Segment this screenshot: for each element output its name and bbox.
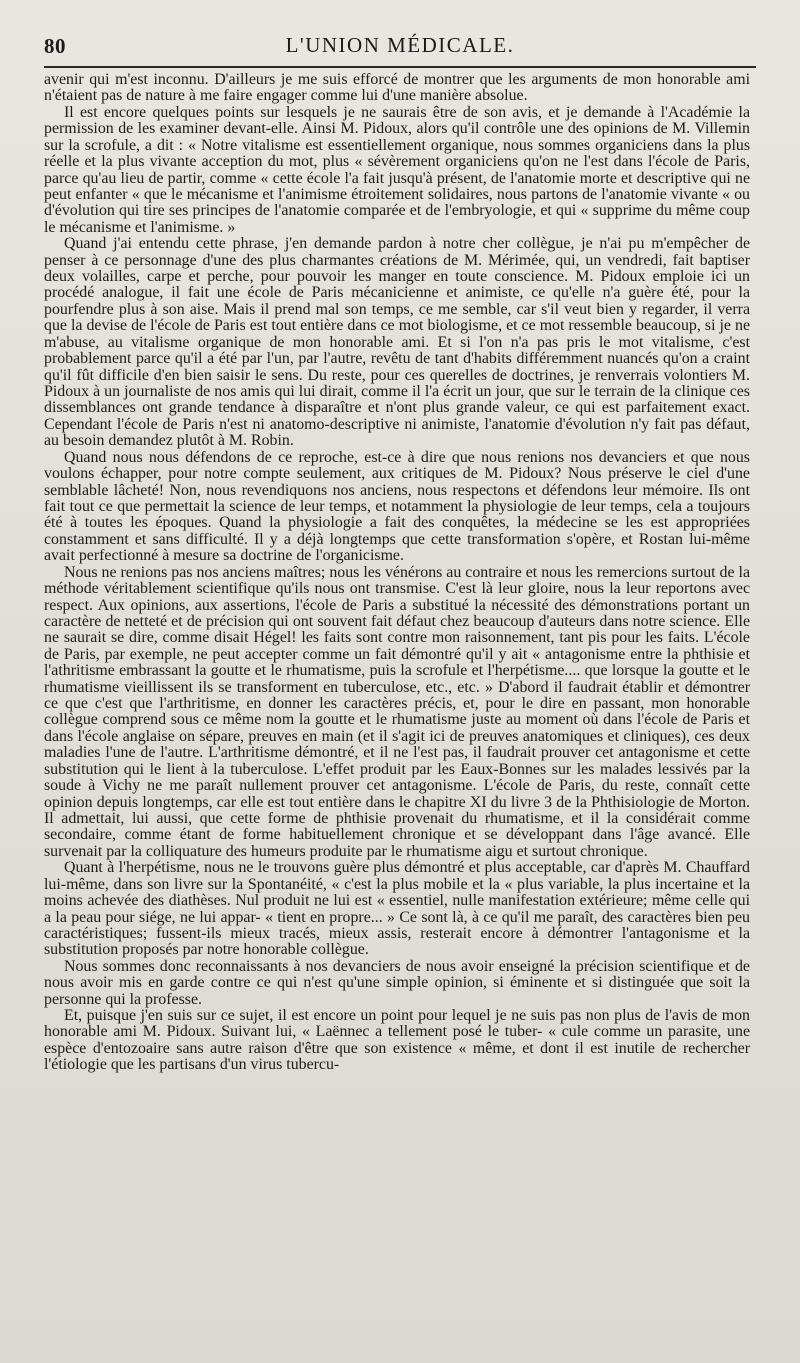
paragraph: Quand nous nous défendons de ce reproche, est-ce à dire que nous renions nos devanciers et que nous voulons échapper, pour notre compte seulement, aux critiques de M. Pidoux? Nous préserve le ciel d'une semblable lâcheté! Non, nous revendiquons nos anciens, nous respectons et défendons leur mémoire. Ils ont fait tout ce que permettait la science de leur temps, et notamment la physiologie de leur temps, cela a toujours été à toutes les époques. Quand la physiologie a fait des conquêtes, la médecine se les est appropriées constamment et sans difficulté. Il y a déjà longtemps que cette transformation s'opère, et Rostan lui-même avait perfectionné à mesure sa doctrine de l'organicisme. <box>44 448 750 565</box>
paragraph: Il est encore quelques points sur lesquels je ne saurais être de son avis, et je demande à l'Académie la permission de les examiner devant-elle. Ainsi M. Pidoux, alors qu'il contrôle une des opinions de M. Villemin sur la scrofule, a dit : « Notre vitalisme est essentiellement organique, nous sommes organiciens dans la plus réelle et la plus vivante acception du mot, plus « sévèrement organiciens qu'on ne l'est dans l'école de Paris, parce qu'au lieu de partir, comme « cette école l'a fait jusqu'à présent, de l'anatomie morte et descriptive qui ne peut enfanter « que le mécanisme et l'animisme étroitement solidaires, nous partons de l'anatomie vivante « ou d'évolution qui tire ses principes de l'anatomie comparée et de l'embryologie, et qui « supprime du même coup le mécanisme et l'animisme. » <box>44 103 750 236</box>
paragraph: Quand j'ai entendu cette phrase, j'en demande pardon à notre cher collègue, je n'ai pu m'empêcher de penser à ce personnage d'une des plus charmantes créations de M. Mérimée, qui, un vendredi, fait baptiser deux volailles, carpe et perche, pour pouvoir les manger en toute conscience. M. Pidoux emploie ici un procédé analogue, il fait une école de Paris mécanicienne et animiste, ce qu'elle n'a guère été, pour la pourfendre plus à son aise. Mais il prend mal son temps, ce me semble, car s'il veut bien y regarder, il verra que la devise de l'école de Paris est tout entière dans ce mot biologisme, et ce mot ressemble beaucoup, si je ne m'abuse, au vitalisme organique de mon honorable ami. Et si l'on n'a pas pris le mot vitalisme, c'est probablement parce qu'il a été par l'un, par l'autre, revêtu de tant d'habits différemment nuancés qu'on a craint qu'il fût difficile d'en bien saisir le sens. Du reste, pour ces querelles de doctrines, je renverrais volontiers M. Pidoux à un journaliste de nos amis qui lui dirait, comme il l'a écrit un jour, que sur le terrain de la clinique ces dissemblances ont grande tendance à disparaître et n'ont plus grande valeur, ce qui est parfaitement exact. Cependant l'école de Paris n'est ni anatomo-descriptive ni animiste, l'anatomie d'évolution n'y fait pas défaut, au besoin demandez plutôt à M. Robin. <box>44 235 750 450</box>
article-body <box>44 72 750 1357</box>
paragraph-continued: avenir qui m'est inconnu. D'ailleurs je me suis efforcé de montrer que les arguments de mon honorable ami n'étaient pas de nature à me faire engager comme lui d'une manière absolue. <box>44 72 750 105</box>
paragraph: Et, puisque j'en suis sur ce sujet, il est encore un point pour lequel je ne suis pas non plus de l'avis de mon honorable ami M. Pidoux. Suivant lui, « Laënnec a tellement posé le tuber- « cule comme un parasite, une espèce d'entozoaire sans autre raison d'être que son existence « même, et dont il est inutile de rechercher l'étiologie que les partisans d'un virus tubercu- <box>44 1007 750 1074</box>
running-head: L'UNION MÉDICALE. <box>285 33 515 57</box>
page-header <box>0 0 800 70</box>
paragraph: Nous sommes donc reconnaissants à nos devanciers de nous avoir enseigné la précision scientifique et de nous avoir mis en garde contre ce qui n'est qu'une simple opinion, si éminente et si distinguée que soit la personne qui la professe. <box>44 957 750 1008</box>
header-rule <box>44 66 756 68</box>
paragraph: Quant à l'herpétisme, nous ne le trouvons guère plus démontré et plus acceptable, car d'après M. Chauffard lui-même, dans son livre sur la Spontanéité, « c'est la plus mobile et la « plus variable, la plus incertaine et la moins achevée des diathèses. Nul produit ne lui est « essentiel, nulle manifestation extérieure; même celle qui a la peau pour siége, ne lui appar- « tient en propre... » Ce sont là, à ce qu'il me paraît, des caractères bien peu caractéristiques; fussent-ils mieux tracés, mieux assis, resterait encore à démontrer l'antagonisme et la substitution proposés par notre honorable collègue. <box>44 859 750 959</box>
page-number: 80 <box>44 34 66 58</box>
paragraph: Nous ne renions pas nos anciens maîtres; nous les vénérons au contraire et nous les remercions surtout de la méthode véritablement scientifique qu'ils nous ont transmise. C'est là leur gloire, nous la leur reportons avec respect. Aux opinions, aux assertions, l'école de Paris a substitué la nécessité des démonstrations portant un caractère de netteté et de précision qui ont souvent fait défaut chez beaucoup d'auteurs dans notre science. Elle ne saurait se dire, comme disait Hégel! les faits sont contre mon raisonnement, tant pis pour les faits. L'école de Paris, par exemple, ne peut accepter comme un fait démontré qu'il y ait « antagonisme entre la phthisie et l'athritisme embrassant la goutte et le rhumatisme, puis la scrofule et l'herpétisme.... que lorsque la goutte et le rhumatisme vieillissent ils se transforment en tuberculose, etc., etc. » D'abord il faudrait établir et démontrer ce que c'est que l'arthritisme, en donner les caractères précis, et, pour le dire en passant, mon honorable collègue comprend sous ce même nom la goutte et le rhumatisme juste au moment où dans l'école de Paris et dans l'école anglaise on sépare, preuves en main (et il s'agit ici de preuves anatomiques et cliniques), ces deux maladies l'une de l'autre. L'arthritisme démontré, et il ne l'est pas, il faudrait prouver cet antagonisme et cette substitution qui le lient à la tuberculose. L'effet produit par les Eaux-Bonnes sur les malades lessivés par la soude à Vichy ne me paraît nullement prouver cet antagonisme. L'école de Paris, du reste, connaît cette opinion depuis longtemps, car elle est tout entière dans le chapitre XI du livre 3 de la Phthisiologie de Morton. Il admettait, lui aussi, que cette forme de phthisie provenait du rhumatisme, et il la considérait comme secondaire, comme étant de forme habituellement chronique et se développant dans l'âge avancé. Elle survenait par la colliquature des humeurs produite par le rhumatisme aigu et surtout chronique. <box>44 563 750 860</box>
